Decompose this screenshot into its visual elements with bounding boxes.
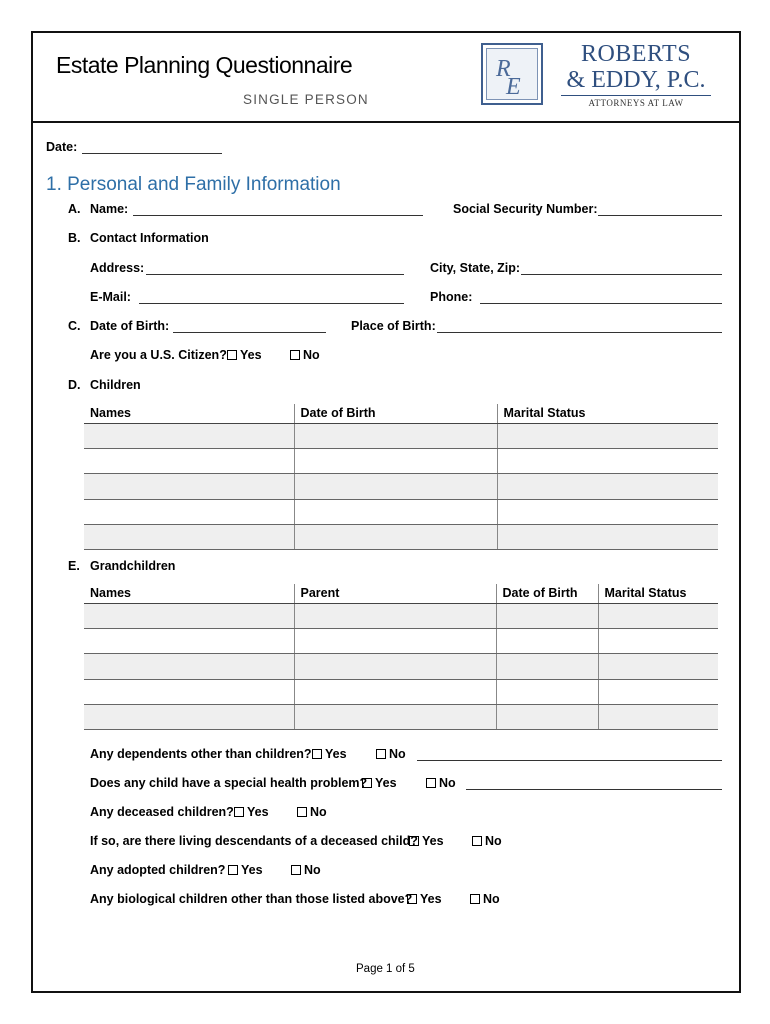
table-cell[interactable] xyxy=(598,628,718,653)
table-cell[interactable] xyxy=(84,628,294,653)
deceased-no-option[interactable] xyxy=(297,805,327,819)
item-e-marker: E. xyxy=(68,559,80,573)
no-label: No xyxy=(310,805,327,819)
table-cell[interactable] xyxy=(84,603,294,628)
table-row xyxy=(84,705,718,730)
yes-label: Yes xyxy=(247,805,269,819)
table-row xyxy=(84,525,718,550)
descendants-no-option[interactable] xyxy=(472,834,502,848)
phone-field[interactable] xyxy=(480,303,722,304)
table-cell[interactable] xyxy=(84,705,294,730)
phone-label: Phone: xyxy=(430,290,473,304)
name-label: Name: xyxy=(90,202,129,216)
table-row xyxy=(84,448,718,473)
table-cell[interactable] xyxy=(84,654,294,679)
table-header-row xyxy=(84,404,718,423)
checkbox-icon[interactable] xyxy=(409,836,419,846)
question-dependents: Any dependents other than children? xyxy=(90,747,312,761)
children-label: Children xyxy=(90,378,141,392)
no-label: No xyxy=(389,747,406,761)
question-health: Does any child have a special health problem? xyxy=(90,776,368,790)
descendants-yes-option[interactable] xyxy=(409,834,444,848)
firm-monogram-logo xyxy=(481,43,543,105)
firm-rule xyxy=(561,95,711,96)
checkbox-icon[interactable] xyxy=(407,894,417,904)
checkbox-icon[interactable] xyxy=(234,807,244,817)
column-header: Names xyxy=(84,404,294,423)
checkbox-icon[interactable] xyxy=(376,749,386,759)
svg-text:E: E xyxy=(506,74,521,100)
no-label: No xyxy=(439,776,456,790)
no-label: No xyxy=(485,834,502,848)
item-d-marker: D. xyxy=(68,378,81,392)
header xyxy=(31,31,741,123)
table-cell[interactable] xyxy=(294,654,496,679)
table-row xyxy=(84,474,718,499)
checkbox-icon[interactable] xyxy=(297,807,307,817)
document-title: Estate Planning Questionnaire xyxy=(56,52,353,78)
table-cell[interactable] xyxy=(294,499,497,524)
checkbox-icon[interactable] xyxy=(472,836,482,846)
firm-tagline: ATTORNEYS AT LAW xyxy=(588,98,684,108)
table-cell[interactable] xyxy=(496,603,598,628)
column-header: Marital Status xyxy=(598,584,718,603)
checkbox-icon[interactable] xyxy=(426,778,436,788)
table-cell[interactable] xyxy=(294,679,496,704)
checkbox-icon[interactable] xyxy=(291,865,301,875)
table-cell[interactable] xyxy=(497,474,718,499)
grandchildren-table xyxy=(84,584,718,730)
citizen-yes-option[interactable] xyxy=(227,348,262,362)
yes-label: Yes xyxy=(241,863,263,877)
table-cell[interactable] xyxy=(496,679,598,704)
dependents-yes-option[interactable] xyxy=(312,747,347,761)
table-cell[interactable] xyxy=(84,474,294,499)
document-subtitle: SINGLE PERSON xyxy=(243,92,369,107)
svg-text:R: R xyxy=(496,56,511,82)
contact-info-label: Contact Information xyxy=(90,231,209,245)
children-table xyxy=(84,404,718,550)
table-cell[interactable] xyxy=(294,603,496,628)
table-row xyxy=(84,679,718,704)
section-title: 1. Personal and Family Information xyxy=(46,174,341,195)
dob-label: Date of Birth: xyxy=(90,319,170,333)
deceased-yes-option[interactable] xyxy=(234,805,269,819)
table-row xyxy=(84,628,718,653)
question-descendants: If so, are there living descendants of a deceased child? xyxy=(90,834,418,848)
table-cell[interactable] xyxy=(84,423,294,448)
table-cell[interactable] xyxy=(598,679,718,704)
dependents-no-option[interactable] xyxy=(376,747,406,761)
health-yes-option[interactable] xyxy=(362,776,397,790)
address-label: Address: xyxy=(90,261,145,275)
no-label: No xyxy=(483,892,500,906)
table-cell[interactable] xyxy=(294,423,497,448)
checkbox-icon[interactable] xyxy=(470,894,480,904)
no-label: No xyxy=(303,348,320,362)
grandchildren-label: Grandchildren xyxy=(90,559,176,573)
city-state-zip-field[interactable] xyxy=(521,274,722,275)
citizen-question: Are you a U.S. Citizen? xyxy=(90,348,227,362)
table-cell[interactable] xyxy=(84,679,294,704)
table-cell[interactable] xyxy=(84,448,294,473)
citizen-no-option[interactable] xyxy=(290,348,320,362)
table-cell[interactable] xyxy=(84,499,294,524)
pob-field[interactable] xyxy=(437,332,722,333)
adopted-yes-option[interactable] xyxy=(228,863,263,877)
table-cell[interactable] xyxy=(84,525,294,550)
yes-label: Yes xyxy=(420,892,442,906)
table-row xyxy=(84,603,718,628)
column-header: Marital Status xyxy=(497,404,718,423)
question-deceased: Any deceased children? xyxy=(90,805,234,819)
email-label: E-Mail: xyxy=(90,290,131,304)
pob-label: Place of Birth: xyxy=(351,319,436,333)
dob-field[interactable] xyxy=(173,332,326,333)
ssn-field[interactable] xyxy=(598,215,722,216)
firm-name-logo xyxy=(561,41,711,108)
checkbox-icon[interactable] xyxy=(312,749,322,759)
date-label: Date: xyxy=(46,140,78,154)
item-c-marker: C. xyxy=(68,319,81,333)
column-header: Names xyxy=(84,584,294,603)
biological-yes-option[interactable] xyxy=(407,892,442,906)
table-cell[interactable] xyxy=(497,499,718,524)
table-cell[interactable] xyxy=(294,705,496,730)
table-row xyxy=(84,499,718,524)
checkbox-icon[interactable] xyxy=(228,865,238,875)
monogram-glyph xyxy=(490,48,534,100)
table-cell[interactable] xyxy=(497,525,718,550)
city-state-zip-label: City, State, Zip: xyxy=(430,261,521,275)
table-cell[interactable] xyxy=(294,474,497,499)
table-cell[interactable] xyxy=(598,603,718,628)
item-b-marker: B. xyxy=(68,231,81,245)
page-number: Page 1 of 5 xyxy=(356,963,415,975)
biological-no-option[interactable] xyxy=(470,892,500,906)
table-cell[interactable] xyxy=(294,628,496,653)
email-field[interactable] xyxy=(139,303,404,304)
question-biological: Any biological children other than those listed above? xyxy=(90,892,413,906)
ssn-label: Social Security Number: xyxy=(453,202,598,216)
table-cell[interactable] xyxy=(497,423,718,448)
table-cell[interactable] xyxy=(496,628,598,653)
table-row xyxy=(84,654,718,679)
yes-label: Yes xyxy=(325,747,347,761)
table-cell[interactable] xyxy=(496,705,598,730)
yes-label: Yes xyxy=(240,348,262,362)
yes-label: Yes xyxy=(375,776,397,790)
table-cell[interactable] xyxy=(294,525,497,550)
health-explain-field[interactable] xyxy=(466,789,722,790)
item-a-marker: A. xyxy=(68,202,81,216)
table-row xyxy=(84,423,718,448)
address-field[interactable] xyxy=(146,274,404,275)
dependents-explain-field[interactable] xyxy=(417,760,722,761)
table-cell[interactable] xyxy=(598,705,718,730)
firm-name-line2: & EDDY, P.C. xyxy=(566,67,706,93)
checkbox-icon[interactable] xyxy=(290,350,300,360)
column-header: Date of Birth xyxy=(294,404,497,423)
no-label: No xyxy=(304,863,321,877)
table-cell[interactable] xyxy=(496,654,598,679)
monogram-badge xyxy=(486,48,538,100)
table-cell[interactable] xyxy=(598,654,718,679)
checkbox-icon[interactable] xyxy=(362,778,372,788)
health-no-option[interactable] xyxy=(426,776,456,790)
table-header-row xyxy=(84,584,718,603)
adopted-no-option[interactable] xyxy=(291,863,321,877)
name-field[interactable] xyxy=(133,215,423,216)
column-header: Parent xyxy=(294,584,496,603)
yes-label: Yes xyxy=(422,834,444,848)
question-adopted: Any adopted children? xyxy=(90,863,226,877)
firm-name-line1: ROBERTS xyxy=(580,41,692,67)
table-cell[interactable] xyxy=(497,448,718,473)
column-header: Date of Birth xyxy=(496,584,598,603)
table-cell[interactable] xyxy=(294,448,497,473)
date-field[interactable] xyxy=(82,153,222,154)
checkbox-icon[interactable] xyxy=(227,350,237,360)
